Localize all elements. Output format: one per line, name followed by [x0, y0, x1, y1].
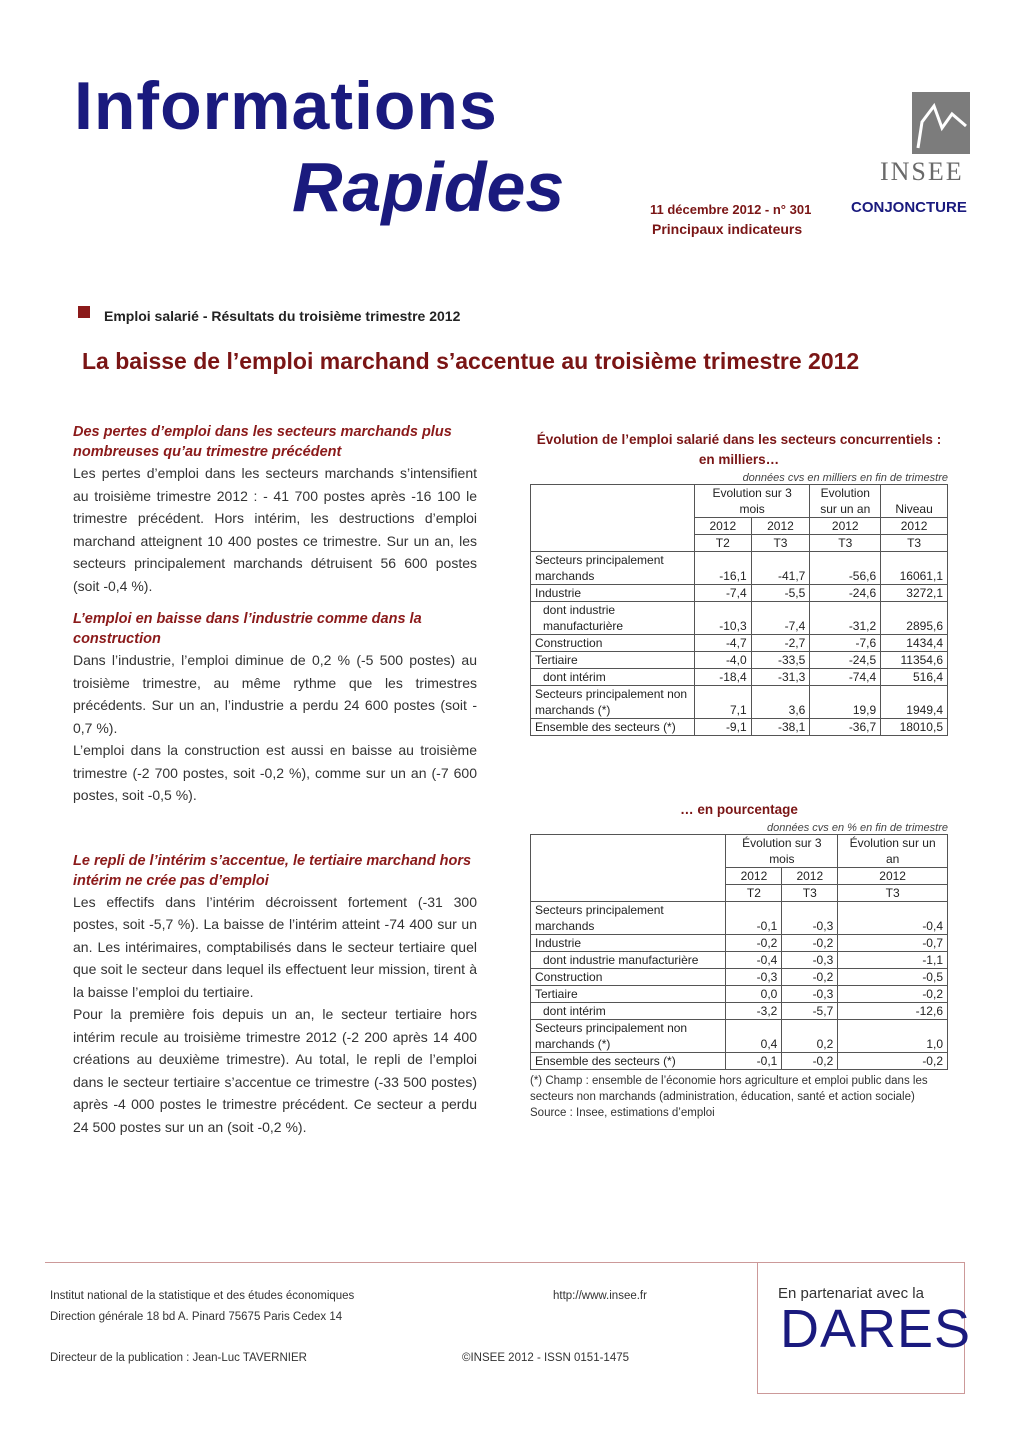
cell: -9,1 [694, 719, 751, 736]
table2-quarter: T2 [726, 885, 782, 902]
table1-colgroup: Niveau [881, 485, 948, 518]
row-label: Secteurs principalement non marchands (*) [531, 686, 695, 719]
cell: -12,6 [838, 1003, 948, 1020]
footer-copyright: ©INSEE 2012 - ISSN 0151-1475 [462, 1352, 630, 1364]
table2-colgroup: Évolution sur un an [838, 835, 948, 868]
row-label: Secteurs principalement non marchands (*) [531, 1020, 726, 1053]
table2-title: … en pourcentage [680, 802, 798, 817]
row-label: dont industrie manufacturière [531, 602, 695, 635]
row-label: Ensemble des secteurs (*) [531, 1053, 726, 1070]
cell: -74,4 [810, 669, 881, 686]
row-label: dont industrie manufacturière [531, 952, 726, 969]
table-source: Source : Insee, estimations d’emploi [530, 1107, 715, 1119]
cell: -0,3 [782, 986, 838, 1003]
insee-name: INSEE [880, 157, 964, 186]
table1-year: 2012 [881, 518, 948, 535]
section-title: Le repli de l’intérim s’accentue, le tertiaire marchand hors intérim ne crée pas d’emploi [73, 852, 472, 889]
paragraph: L’emploi dans la construction est aussi en baisse au troisième trimestre (-2 700 postes, soit -0,2 %), comme sur un an (-7 600 postes, soit -0,5 %). [73, 742, 477, 803]
cell: -0,1 [726, 902, 782, 935]
row-label: Tertiaire [531, 652, 695, 669]
cell: -0,4 [838, 902, 948, 935]
cell: -31,3 [751, 669, 810, 686]
table1-note: données cvs en milliers en fin de trimestre [742, 472, 948, 484]
cell: -24,5 [810, 652, 881, 669]
row-label: dont intérim [531, 669, 695, 686]
table-row [531, 652, 948, 669]
row-label: Construction [531, 635, 695, 652]
table-row [531, 719, 948, 736]
cell: -4,7 [694, 635, 751, 652]
cell: 516,4 [881, 669, 948, 686]
table2-block [530, 800, 948, 1121]
category-label: CONJONCTURE [851, 199, 967, 216]
row-label: Tertiaire [531, 986, 726, 1003]
cell: -0,7 [838, 935, 948, 952]
article-body [73, 422, 477, 1138]
issue-date: 11 décembre 2012 - n° 301 [650, 202, 812, 217]
cell: -0,3 [782, 952, 838, 969]
cell: -10,3 [694, 602, 751, 635]
cell: 0,2 [782, 1020, 838, 1053]
table-row [531, 986, 948, 1003]
table2-note: données cvs en % en fin de trimestre [767, 822, 948, 834]
cell: -0,5 [838, 969, 948, 986]
row-label: Industrie [531, 935, 726, 952]
cell: 1434,4 [881, 635, 948, 652]
table1-block [530, 430, 948, 736]
table2-quarter: T3 [782, 885, 838, 902]
cell: 11354,6 [881, 652, 948, 669]
table-row [531, 635, 948, 652]
cell: -5,7 [782, 1003, 838, 1020]
cell: 0,0 [726, 986, 782, 1003]
paragraph: Les pertes d’emploi dans les secteurs marchands s’intensifient au troisième trimestre 2012 : - 41 700 postes après -16 100 le trimestre précédent. Hors intérim, les destructions d’emploi marchand atteignent 10 400 postes ce trimestre. Sur un an, les secteurs principalement marchands détruisent 56 600 postes (soit -0,4 %). [73, 465, 477, 594]
table1-title: Évolution de l’emploi salarié dans les secteurs concurrentiels : en milliers… [536, 432, 942, 467]
table-row [531, 585, 948, 602]
table1-year: 2012 [694, 518, 751, 535]
section-title: Des pertes d’emploi dans les secteurs marchands plus nombreuses qu’au trimestre précédent [73, 424, 452, 460]
cell: 7,1 [694, 686, 751, 719]
dares-logo: DARES [780, 1299, 972, 1359]
footer-director: Directeur de la publication : Jean-Luc TAVERNIER [50, 1352, 307, 1364]
paragraph: Dans l’industrie, l’emploi diminue de 0,2 % (-5 500 postes) au troisième trimestre, au même rythme que les trimestres précédents. Sur un an, l’industrie a perdu 24 600 postes (soit - 0,7 %). [73, 652, 477, 736]
partner-label: En partenariat avec la [778, 1285, 924, 1302]
table1-quarter: T3 [881, 535, 948, 552]
cell: -41,7 [751, 552, 810, 585]
table-row [531, 602, 948, 635]
cell: -0,3 [726, 969, 782, 986]
cell: 2895,6 [881, 602, 948, 635]
table-row [531, 1053, 948, 1070]
cell: -38,1 [751, 719, 810, 736]
cell: 1949,4 [881, 686, 948, 719]
cell: 3,6 [751, 686, 810, 719]
publication-kind: Principaux indicateurs [652, 221, 803, 237]
cell: -7,6 [810, 635, 881, 652]
table1-year: 2012 [810, 518, 881, 535]
row-label: Secteurs principalement marchands [531, 552, 695, 585]
bullet-square-icon [78, 306, 90, 318]
cell: -7,4 [694, 585, 751, 602]
table2-year: 2012 [838, 868, 948, 885]
table-row [531, 969, 948, 986]
headline: La baisse de l’emploi marchand s’accentue au troisième trimestre 2012 [82, 348, 860, 374]
cell: 16061,1 [881, 552, 948, 585]
footer-address: Direction générale 18 bd A. Pinard 75675 Paris Cedex 14 [50, 1311, 343, 1323]
cell: -36,7 [810, 719, 881, 736]
row-label: Ensemble des secteurs (*) [531, 719, 695, 736]
cell: -0,2 [838, 1053, 948, 1070]
table1 [530, 484, 948, 736]
table-footnote: (*) Champ : ensemble de l’économie hors agriculture et emploi public dans les secteurs non marchands (administration, éducation, santé et action sociale) [530, 1075, 928, 1103]
table2-quarter: T3 [838, 885, 948, 902]
table1-quarter: T3 [751, 535, 810, 552]
paragraph: Pour la première fois depuis un an, le secteur tertiaire hors intérim recule au troisième trimestre 2012 (-2 200 après 14 400 créations au deuxième trimestre). Au total, le repli de l’emploi dans le secteur tertiaire s’accentue ce trimestre (-33 500 postes) après -4 000 postes le trimestre précédent. Ce secteur a perdu 24 500 postes sur un an (soit -0,2 %). [73, 1006, 477, 1135]
table-row [531, 669, 948, 686]
cell: -5,5 [751, 585, 810, 602]
table-row [531, 952, 948, 969]
paragraph: Les effectifs dans l’intérim décroissent fortement (-31 300 postes, soit -5,7 %). La baisse de l’intérim atteint -74 400 sur un an. Les intérimaires, comptabilisés dans le secteur tertiaire quel que soit le secteur dans lequel ils effectuent leur mission, tirent à la baisse l’emploi du tertiaire. [73, 893, 477, 1000]
cell: -1,1 [838, 952, 948, 969]
row-label: Industrie [531, 585, 695, 602]
footer-url[interactable]: http://www.insee.fr [553, 1290, 647, 1302]
table-row [531, 686, 948, 719]
cell: 1,0 [838, 1020, 948, 1053]
table1-quarter: T3 [810, 535, 881, 552]
cell: -18,4 [694, 669, 751, 686]
row-label: Construction [531, 969, 726, 986]
table2-year: 2012 [782, 868, 838, 885]
cell: 3272,1 [881, 585, 948, 602]
table2-year: 2012 [726, 868, 782, 885]
table-row [531, 552, 948, 585]
cell: -0,2 [726, 935, 782, 952]
cell: -2,7 [751, 635, 810, 652]
cell: 19,9 [810, 686, 881, 719]
footer-institute: Institut national de la statistique et des études économiques [50, 1290, 355, 1302]
cell: 0,4 [726, 1020, 782, 1053]
table1-quarter: T2 [694, 535, 751, 552]
cell: -31,2 [810, 602, 881, 635]
row-label: dont intérim [531, 1003, 726, 1020]
cell: -7,4 [751, 602, 810, 635]
table1-year: 2012 [751, 518, 810, 535]
cell: -0,4 [726, 952, 782, 969]
cell: -0,2 [838, 986, 948, 1003]
cell: -4,0 [694, 652, 751, 669]
table-row [531, 902, 948, 935]
masthead-title: Informations [74, 68, 498, 144]
insee-logo-icon [912, 92, 970, 154]
table1-colgroup: Evolution sur un an [810, 485, 881, 518]
table2-colgroup: Évolution sur 3 mois [726, 835, 838, 868]
table1-colgroup: Evolution sur 3 mois [694, 485, 809, 518]
table-row [531, 935, 948, 952]
cell: -0,2 [782, 1053, 838, 1070]
cell: -0,2 [782, 969, 838, 986]
cell: -0,3 [782, 902, 838, 935]
cell: -16,1 [694, 552, 751, 585]
table-row [531, 1020, 948, 1053]
table2 [530, 834, 948, 1070]
cell: -0,1 [726, 1053, 782, 1070]
cell: -3,2 [726, 1003, 782, 1020]
cell: -56,6 [810, 552, 881, 585]
table-row [531, 1003, 948, 1020]
row-label: Secteurs principalement marchands [531, 902, 726, 935]
section-title: L’emploi en baisse dans l’industrie comme dans la construction [73, 611, 422, 647]
kicker: Emploi salarié - Résultats du troisième trimestre 2012 [104, 308, 461, 324]
cell: 18010,5 [881, 719, 948, 736]
cell: -33,5 [751, 652, 810, 669]
masthead-subtitle: Rapides [292, 148, 565, 226]
cell: -0,2 [782, 935, 838, 952]
cell: -24,6 [810, 585, 881, 602]
